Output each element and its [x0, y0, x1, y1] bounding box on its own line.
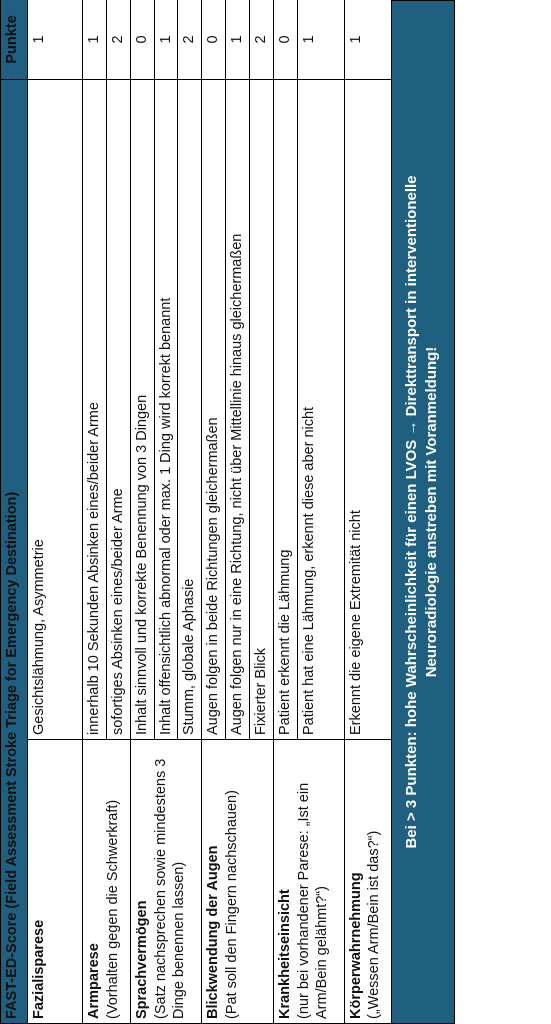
option-text: Augen folgen nur in eine Richtung, nicht über Mittellinie hinaus gleichermaßen — [226, 80, 250, 740]
criterion-title: Körperwahrnehmung — [347, 872, 364, 1019]
criterion-cell — [202, 740, 274, 1024]
option-points: 0 — [273, 0, 297, 80]
table-row — [28, 0, 83, 1024]
option-text: Augen folgen in beide Richtungen gleichermaßen — [202, 80, 226, 740]
criterion-title: Sprachvermögen — [133, 900, 150, 1019]
footer-line-1: Bei > 3 Punkten: hohe Wahrscheinlichkeit für einen LVOS → Direkttransport in interventionelle — [402, 175, 420, 849]
criterion-cell — [130, 740, 202, 1024]
option-text: sofortiges Absinken eines/beider Arme — [106, 80, 130, 740]
option-text: Patient erkennt die Lähmung — [273, 80, 297, 740]
criterion-cell — [28, 740, 83, 1024]
criterion-desc: (nur bei vorhandener Parese: „Ist ein Arm/Bein gelähmt?“) — [295, 782, 331, 1019]
criterion-desc: („Wessen Arm/Bein ist das?“) — [366, 830, 383, 1019]
criterion-desc: (Pat soll den Fingern nachschauen) — [224, 790, 241, 1019]
criterion-title: Blickwendung der Augen — [205, 845, 222, 1019]
criterion-title: Armparese — [86, 943, 102, 1019]
table-row — [83, 0, 107, 1024]
table-row — [202, 0, 226, 1024]
criterion-title: Fazialisparese — [31, 919, 47, 1019]
criterion-title: Krankheitseinsicht — [276, 889, 293, 1019]
option-points: 0 — [202, 0, 226, 80]
option-text: Stumm, globale Aphasie — [178, 80, 202, 740]
footer-line-2: Neuroradiologie anstreben mit Voranmeldung! — [422, 346, 440, 678]
option-points: 1 — [28, 0, 83, 80]
option-points: 0 — [130, 0, 154, 80]
table-row — [273, 0, 297, 1024]
table-row — [130, 0, 154, 1024]
option-points: 1 — [154, 0, 178, 80]
option-points: 1 — [297, 0, 344, 80]
option-text: Patient hat eine Lähmung, erkennt diese aber nicht — [297, 80, 344, 740]
option-points: 2 — [106, 0, 130, 80]
criterion-cell — [273, 740, 344, 1024]
points-header: Punkte — [1, 0, 28, 80]
option-points: 1 — [226, 0, 250, 80]
option-points: 1 — [344, 0, 391, 80]
criterion-desc: (Satz nachsprechen sowie mindestens 3 Dinge benennen lassen) — [152, 758, 188, 1019]
criterion-cell — [344, 740, 391, 1024]
option-text: Fixierter Blick — [249, 80, 273, 740]
footer-note — [392, 0, 456, 1024]
option-points: 2 — [178, 0, 202, 80]
option-text: Inhalt sinnvoll und korrekte Benennung von 3 Dingen — [130, 80, 154, 740]
option-points: 2 — [249, 0, 273, 80]
table-header-row — [1, 0, 28, 1024]
option-text: innerhalb 10 Sekunden Absinken eines/beider Arme — [83, 80, 107, 740]
table-row — [344, 0, 391, 1024]
option-text: Inhalt offensichtlich abnormal oder max. 1 Ding wird korrekt benannt — [154, 80, 178, 740]
option-text: Erkennt die eigene Extremität nicht — [344, 80, 391, 740]
option-points: 1 — [83, 0, 107, 80]
criterion-cell — [83, 740, 131, 1024]
criterion-desc: (Vorhalten gegen die Schwerkraft) — [104, 799, 121, 1019]
table-title: FAST-ED-Score (Field Assessment Stroke Triage for Emergency Destination) — [1, 80, 28, 1024]
option-text: Gesichtslähmung, Asymmetrie — [28, 80, 83, 740]
